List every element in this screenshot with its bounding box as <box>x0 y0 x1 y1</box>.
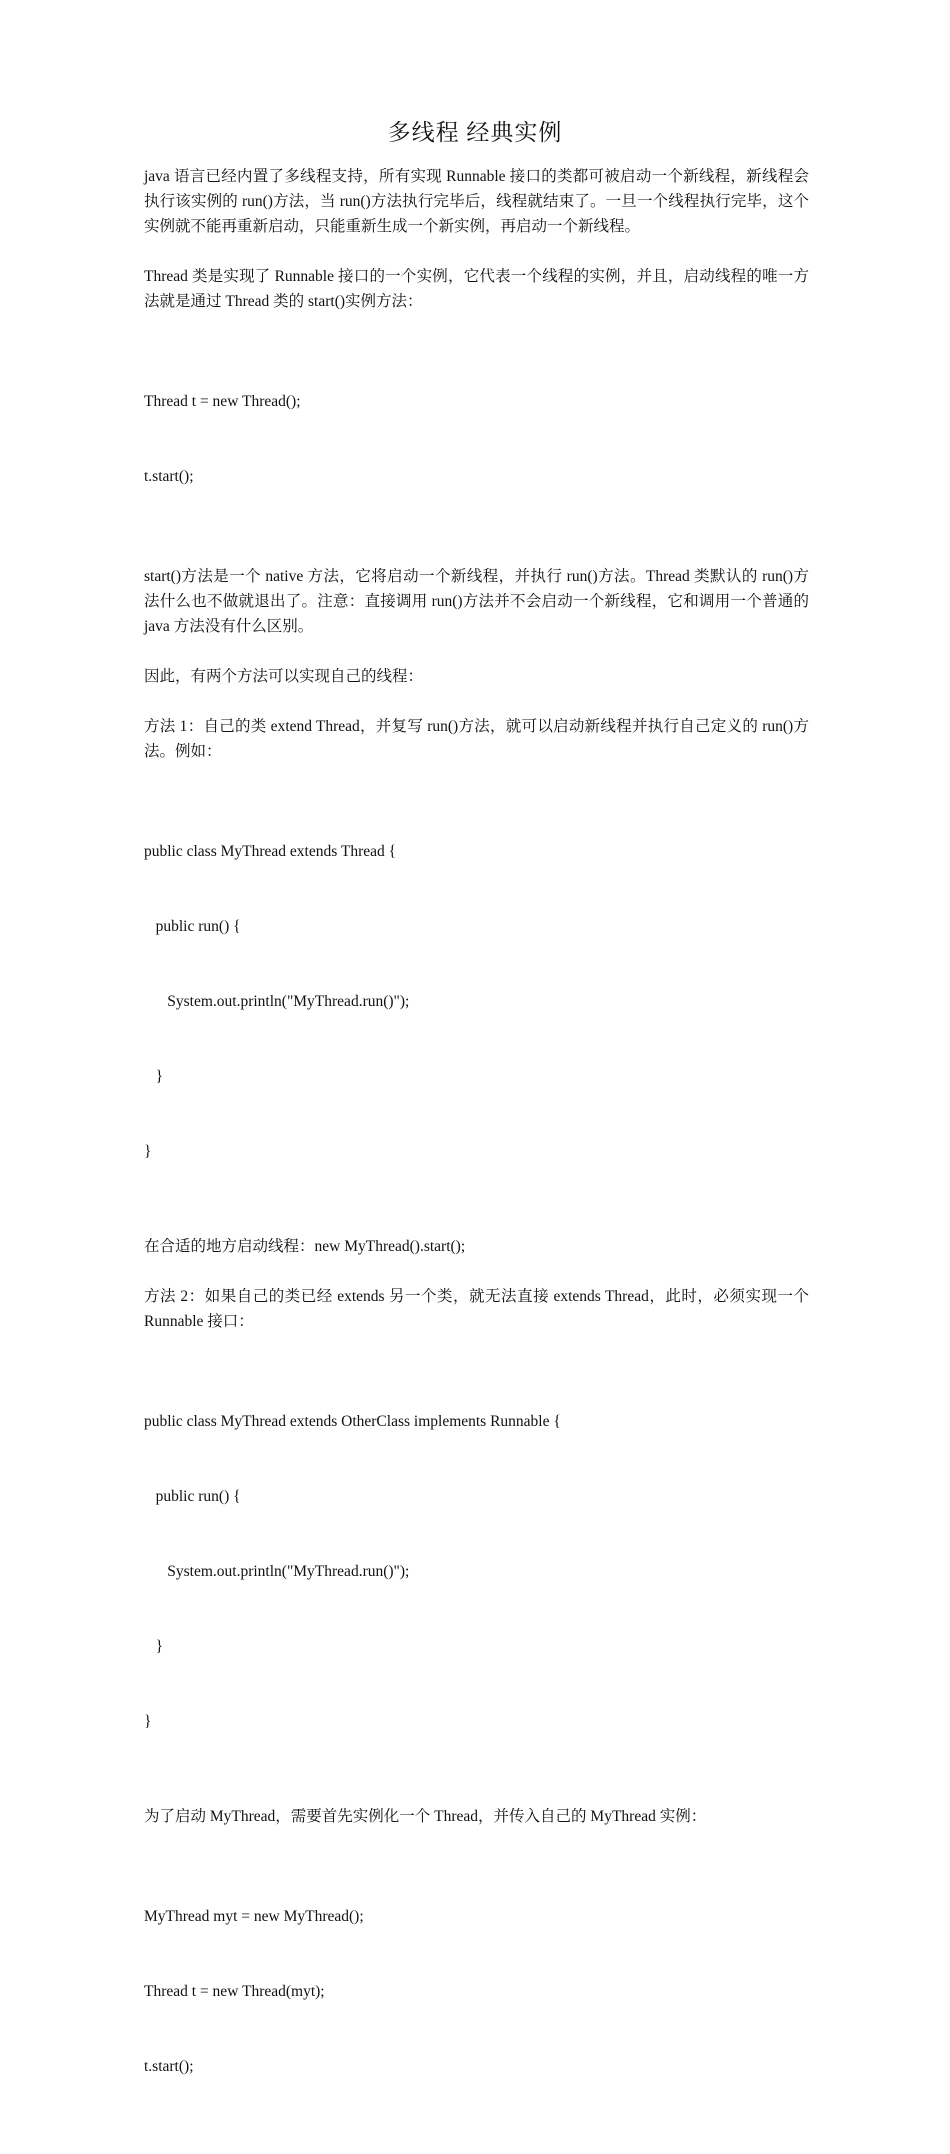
code-line: System.out.println("MyThread.run()"); <box>144 1563 410 1580</box>
code-line: public class MyThread extends Thread { <box>144 843 397 860</box>
paragraph-instantiate-thread: 为了启动 MyThread，需要首先实例化一个 Thread，并传入自己的 MyThread 实例： <box>144 1808 707 1825</box>
code-line: System.out.println("MyThread.run()"); <box>144 993 410 1010</box>
code-block-start-thread <box>144 339 809 539</box>
code-block-extends-thread <box>144 789 809 1214</box>
code-line: } <box>144 1638 164 1655</box>
code-line: Thread t = new Thread(); <box>144 393 301 410</box>
document-title: 多线程 经典实例 <box>387 120 563 145</box>
code-block-implements-runnable <box>144 1359 809 1784</box>
code-line: t.start(); <box>144 2058 194 2075</box>
code-line: public run() { <box>144 1488 241 1505</box>
paragraph-start-mythread: 在合适的地方启动线程：new MyThread().start(); <box>144 1238 466 1255</box>
code-line: public run() { <box>144 918 241 935</box>
code-block-runnable-start <box>144 1854 809 2129</box>
paragraph-method-1: 方法 1：自己的类 extend Thread，并复写 run()方法，就可以启动新线程并执行自己定义的 run()方法。例如： <box>144 718 809 760</box>
code-line: } <box>144 1068 164 1085</box>
code-line: public class MyThread extends OtherClass implements Runnable { <box>144 1413 561 1430</box>
paragraph-thread-class: Thread 类是实现了 Runnable 接口的一个实例，它代表一个线程的实例，并且，启动线程的唯一方法就是通过 Thread 类的 start()实例方法： <box>144 268 809 310</box>
code-line: } <box>144 1143 152 1160</box>
paragraph-start-method: start()方法是一个 native 方法，它将启动一个新线程，并执行 run()方法。Thread 类默认的 run()方法什么也不做就退出了。注意：直接调用 run()方法并不会启动一个新线程，它和调用一个普通的 java 方法没有什么区别。 <box>144 568 809 635</box>
paragraph-two-methods: 因此，有两个方法可以实现自己的线程： <box>144 668 424 685</box>
paragraph-method-2: 方法 2：如果自己的类已经 extends 另一个类，就无法直接 extends Thread，此时，必须实现一个 Runnable 接口： <box>144 1288 809 1330</box>
code-line: t.start(); <box>144 468 194 485</box>
document-body <box>144 164 809 2154</box>
code-line: Thread t = new Thread(myt); <box>144 1983 325 2000</box>
paragraph-intro: java 语言已经内置了多线程支持，所有实现 Runnable 接口的类都可被启动一个新线程，新线程会执行该实例的 run()方法，当 run()方法执行完毕后，线程就结束了。一旦一个线程执行完毕，这个实例就不能再重新启动，只能重新生成一个新实例，再启动一个新线程。 <box>144 168 809 235</box>
code-line: } <box>144 1713 152 1730</box>
code-line: MyThread myt = new MyThread(); <box>144 1908 364 1925</box>
